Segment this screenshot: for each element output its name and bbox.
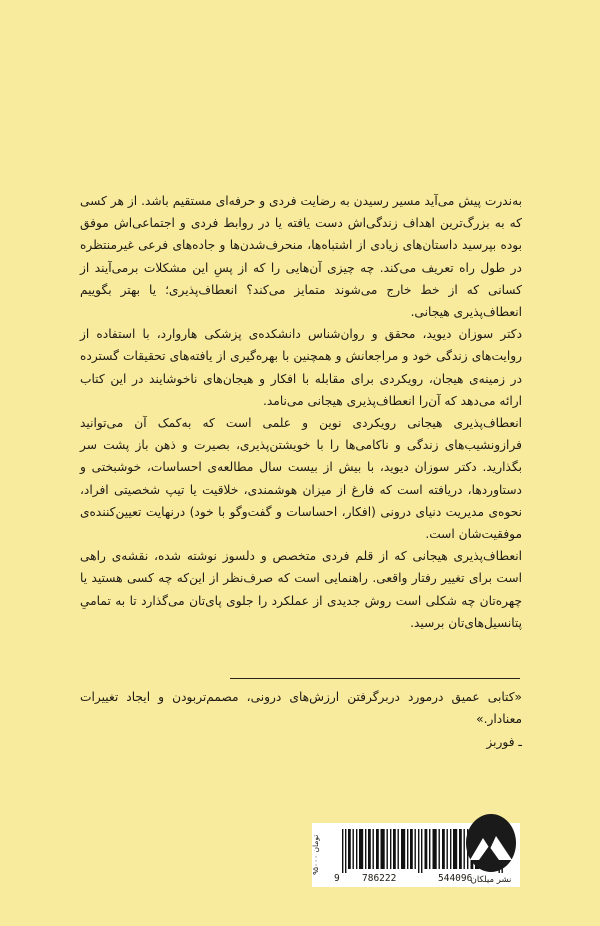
blurb-paragraph-4: انعطاف‌پذیری هیجانی که از قلم فردی متخصص و دلسوز نوشته شده، نقشه‌ی راهی است برای تغییر رفتار واقعی. راهنمایی است که صرف‌نظر از این‌که چه کسی هستید یا چهره‌تان چه شکلی است روش جدیدی از عملکرد را جلوی پای‌تان می‌گذارد تا به تمامیِ پتانسیل‌های‌تان برسید.: [80, 549, 522, 630]
quote-source: ـ فوربز: [486, 734, 522, 749]
isbn-left-digits: 786222: [362, 873, 397, 884]
price-label: ۹۵۰۰۰ تومان: [311, 834, 320, 876]
quote-text: «کتابی عمیق درمورد دربرگرفتن ارزش‌های درونی، مصمم‌تربودن و ایجاد تغییرات معنادار.»: [80, 690, 522, 727]
publisher-logo: [463, 812, 519, 894]
isbn-right-digits: 544096: [438, 873, 473, 884]
isbn-lead-digit: 9: [334, 873, 340, 884]
review-quote: [80, 686, 522, 753]
divider-rule: [230, 678, 520, 679]
publisher-name: نشر میلکان: [470, 875, 512, 885]
mountain-logo-icon: [463, 812, 519, 874]
blurb-paragraph-3: انعطاف‌پذیری هیجانی رویکردی نوین و علمی است که به‌کمک آن می‌توانید فرازونشیب‌های زندگی و ناکامی‌ها را با خویشتن‌پذیری، بصیرت و ذهن باز پشت سر بگذارید. دکتر سوزان دیوید، با بیش از بیست سال مطالعه‌ی احساسات، خوشبختی و دستاوردها، دریافته است که فارغ از میزان هوشمندی، خلاقیت یا تیپ شخصیتی افراد، نحوه‌ی مدیریت دنیای درونی (افکار، احساسات و گفت‌وگو با خود) درنهایت تعیین‌کننده‌ی موفقیت‌شان است.: [80, 416, 522, 542]
blurb-paragraph-2: دکتر سوزان دیوید، محقق و روان‌شناس دانشکده‌ی پزشکی هاروارد، با استفاده از روایت‌های زندگی خود و مراجعانش و همچنین با بهره‌گیری از یافته‌های تحقیقات گسترده در زمینه‌ی هیجان، رویکردی برای مقابله با افکار و هیجان‌های ناخوشایند در این کتاب ارائه می‌دهد که آن‌را انعطاف‌پذیری هیجانی می‌نامد.: [80, 327, 522, 408]
blurb-paragraph-1: به‌ندرت پیش می‌آید مسیر رسیدن به رضایت فردی و حرفه‌ای مستقیم باشد. از هر کسی که به بزرگ‌ترین اهداف زندگی‌اش دست یافته یا در روابط فردی و اجتماعی‌اش موفق بوده بپرسید داستان‌های زیادی از اشتباه‌ها، منحرف‌شدن‌ها و جاده‌های فرعی غیرمنتظره در طول راه تعریف می‌کند. چه چیزی آن‌هایی را که از پسِ این مشکلات برمی‌آیند از کسانی که از خط خارج می‌شوند متمایز می‌کند؟ انعطاف‌پذیری؛ یا بهتر بگوییم انعطاف‌پذیری هیجانی.: [80, 194, 522, 320]
blurb-text: [80, 190, 522, 634]
